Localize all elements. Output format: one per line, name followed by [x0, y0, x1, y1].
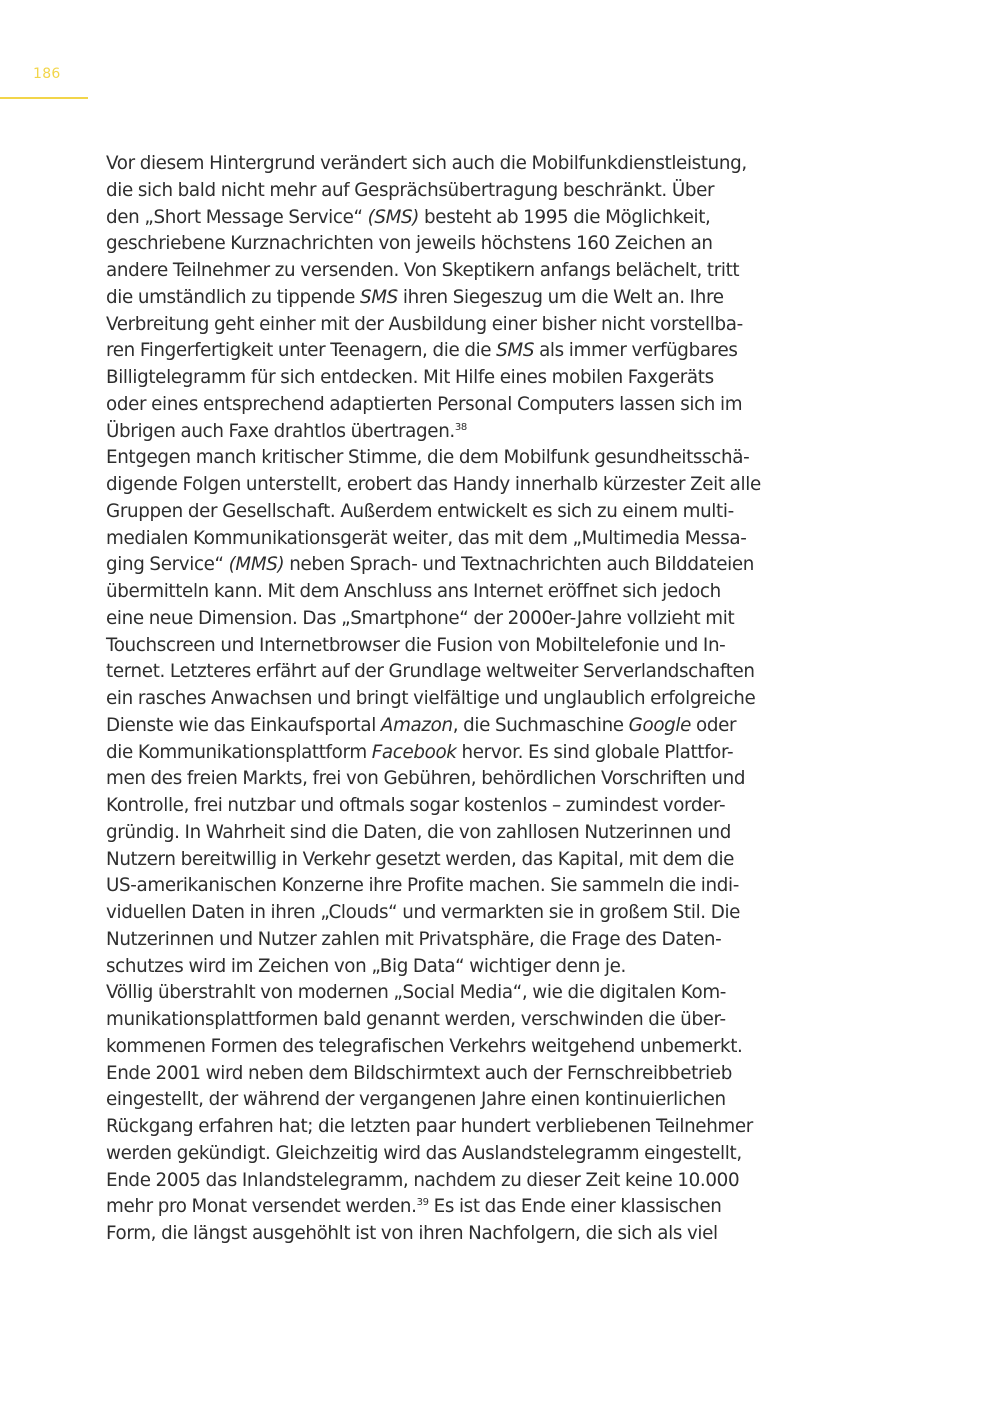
text-line [106, 365, 786, 392]
text-run: Ende 2001 wird neben dem Bildschirmtext auch der Fernschreibbetrieb [106, 1062, 732, 1084]
text-run: die Kommunikationsplattform [106, 741, 372, 763]
text-run: ren Fingerfertigkeit unter Teenagern, die die [106, 340, 497, 362]
text-line [106, 205, 786, 232]
text-run: andere Teilnehmer zu versenden. Von Skeptikern anfangs belächelt, tritt [106, 260, 740, 281]
text-line [106, 1141, 786, 1168]
text-run: men des freien Markts, frei von Gebühren, behördlichen Vorschriften und [106, 768, 746, 790]
text-run: eingestellt, der während der vergangenen Jahre einen kontinuierlichen [106, 1089, 726, 1111]
text-line [106, 659, 786, 686]
text-line [106, 980, 786, 1007]
text-run: Völlig überstrahlt von modernen „Social Media“, wie die digitalen Kom- [106, 982, 727, 1004]
text-line [106, 1168, 786, 1195]
text-line [106, 258, 786, 285]
text-run: den „Short Message Service“ [106, 206, 368, 228]
text-run: Es ist das Ende einer klassischen [428, 1196, 722, 1218]
text-run: eine neue Dimension. Das „Smartphone“ der 2000er-Jahre vollzieht mit [106, 607, 735, 629]
paragraph [106, 445, 786, 980]
text-line [106, 820, 786, 847]
text-run: besteht ab 1995 die Möglichkeit, [419, 206, 711, 228]
text-run: Verbreitung geht einher mit der Ausbildung einer bisher nicht vorstellba- [106, 313, 743, 335]
text-line [106, 1221, 786, 1248]
text-run: als immer verfügbares [534, 340, 738, 362]
text-line [106, 1007, 786, 1034]
text-line [106, 392, 786, 419]
text-line [106, 873, 786, 900]
text-run: die umständlich zu tippende [106, 286, 360, 308]
text-line [106, 686, 786, 713]
text-run: Ende 2005 das Inlandstelegramm, nachdem zu dieser Zeit keine 10.000 [106, 1169, 740, 1191]
text-run: munikationsplattformen bald genannt werden, verschwinden die über- [106, 1009, 726, 1030]
text-run: übermitteln kann. Mit dem Anschluss ans Internet eröffnet sich jedoch [106, 581, 721, 602]
text-line [106, 606, 786, 633]
text-run: oder eines entsprechend adaptierten Personal Computers lassen sich im [106, 393, 743, 415]
text-run: Dienste wie das Einkaufsportal [106, 714, 381, 736]
text-line [106, 151, 786, 178]
text-line [106, 766, 786, 793]
text-line [106, 1087, 786, 1114]
text-run: Billigtelegramm für sich entdecken. Mit Hilfe eines mobilen Faxgeräts [106, 367, 714, 388]
text-line [106, 900, 786, 927]
text-line [106, 231, 786, 258]
text-run: , die Suchmaschine [452, 714, 629, 736]
text-line [106, 1114, 786, 1141]
text-run: digende Folgen unterstellt, erobert das Handy innerhalb kürzester Zeit alle [106, 474, 761, 495]
text-run: ging Service“ [106, 554, 229, 576]
text-run: Vor diesem Hintergrund verändert sich auch die Mobilfunkdienstleistung, [106, 153, 747, 174]
italic-term: SMS [359, 286, 398, 308]
text-line [106, 285, 786, 312]
text-run: medialen Kommunikationsgerät weiter, das mit dem „Multimedia Messa- [106, 527, 747, 549]
text-line [106, 499, 786, 526]
text-run: Form, die längst ausgehöhlt ist von ihren Nachfolgern, die sich als viel [106, 1223, 718, 1244]
italic-term: Facebook [371, 741, 457, 763]
text-run: mehr pro Monat versendet werden. [106, 1196, 417, 1218]
text-run: geschriebene Kurznachrichten von jeweils höchstens 160 Zeichen an [106, 233, 713, 255]
text-line [106, 1034, 786, 1061]
text-run: ternet. Letzteres erfährt auf der Grundlage weltweiter Serverlandschaften [106, 661, 755, 683]
text-run: Gruppen der Gesellschaft. Außerdem entwickelt es sich zu einem multi- [106, 500, 734, 522]
page-number-rule [0, 97, 88, 99]
text-run: ihren Siegeszug um die Welt an. Ihre [397, 286, 724, 308]
text-run: oder [691, 714, 737, 736]
italic-term: (MMS) [228, 554, 285, 576]
text-run: gründig. In Wahrheit sind die Daten, die von zahllosen Nutzerinnen und [106, 821, 732, 843]
text-line [106, 445, 786, 472]
text-run: Kontrolle, frei nutzbar und oftmals sogar kostenlos – zumindest vorder- [106, 795, 726, 816]
body-text [106, 151, 786, 1248]
text-run: Rückgang erfahren hat; die letzten paar hundert verbliebenen Teilnehmer [106, 1116, 753, 1137]
text-line [106, 312, 786, 339]
italic-term: (SMS) [367, 206, 420, 228]
text-run: die sich bald nicht mehr auf Gesprächsübertragung beschränkt. Über [106, 179, 715, 201]
text-run: neben Sprach- und Textnachrichten auch Bilddateien [284, 554, 755, 576]
text-line [106, 713, 786, 740]
italic-term: Amazon [380, 714, 453, 736]
text-line [106, 472, 786, 499]
text-run: kommenen Formen des telegrafischen Verkehrs weitgehend unbemerkt. [106, 1035, 743, 1057]
paragraph [106, 980, 786, 1248]
text-line [106, 1194, 786, 1221]
text-run: Übrigen auch Faxe drahtlos übertragen. [106, 420, 455, 442]
footnote-reference: 39 [416, 1197, 429, 1209]
text-run: Touchscreen und Internetbrowser die Fusion von Mobiltelefonie und In- [106, 634, 726, 656]
text-run: US-amerikanischen Konzerne ihre Profite machen. Sie sammeln die indi- [106, 875, 739, 897]
text-line [106, 847, 786, 874]
text-run: Entgegen manch kritischer Stimme, die dem Mobilfunk gesundheitsschä- [106, 447, 750, 469]
text-line [106, 793, 786, 820]
text-line [106, 579, 786, 606]
text-line [106, 338, 786, 365]
italic-term: SMS [496, 340, 535, 362]
text-line [106, 633, 786, 660]
text-run: schutzes wird im Zeichen von „Big Data“ wichtiger denn je. [106, 955, 627, 977]
text-line [106, 740, 786, 767]
text-line [106, 419, 786, 446]
text-line [106, 526, 786, 553]
text-run: ein rasches Anwachsen und bringt vielfältige und unglaublich erfolgreiche [106, 688, 756, 709]
italic-term: Google [628, 714, 692, 736]
page-number: 186 [33, 66, 61, 82]
text-line [106, 552, 786, 579]
text-run: Nutzern bereitwillig in Verkehr gesetzt werden, das Kapital, mit dem die [106, 848, 735, 870]
footnote-reference: 38 [454, 421, 467, 433]
text-run: viduellen Daten in ihren „Clouds“ und vermarkten sie in großem Stil. Die [106, 902, 741, 923]
text-run: werden gekündigt. Gleichzeitig wird das Auslandstelegramm eingestellt, [106, 1142, 742, 1164]
text-line [106, 178, 786, 205]
text-line [106, 1061, 786, 1088]
text-run: hervor. Es sind globale Plattfor- [456, 741, 734, 763]
text-line [106, 927, 786, 954]
text-line [106, 954, 786, 981]
text-run: Nutzerinnen und Nutzer zahlen mit Privatsphäre, die Frage des Daten- [106, 928, 722, 950]
paragraph [106, 151, 786, 445]
